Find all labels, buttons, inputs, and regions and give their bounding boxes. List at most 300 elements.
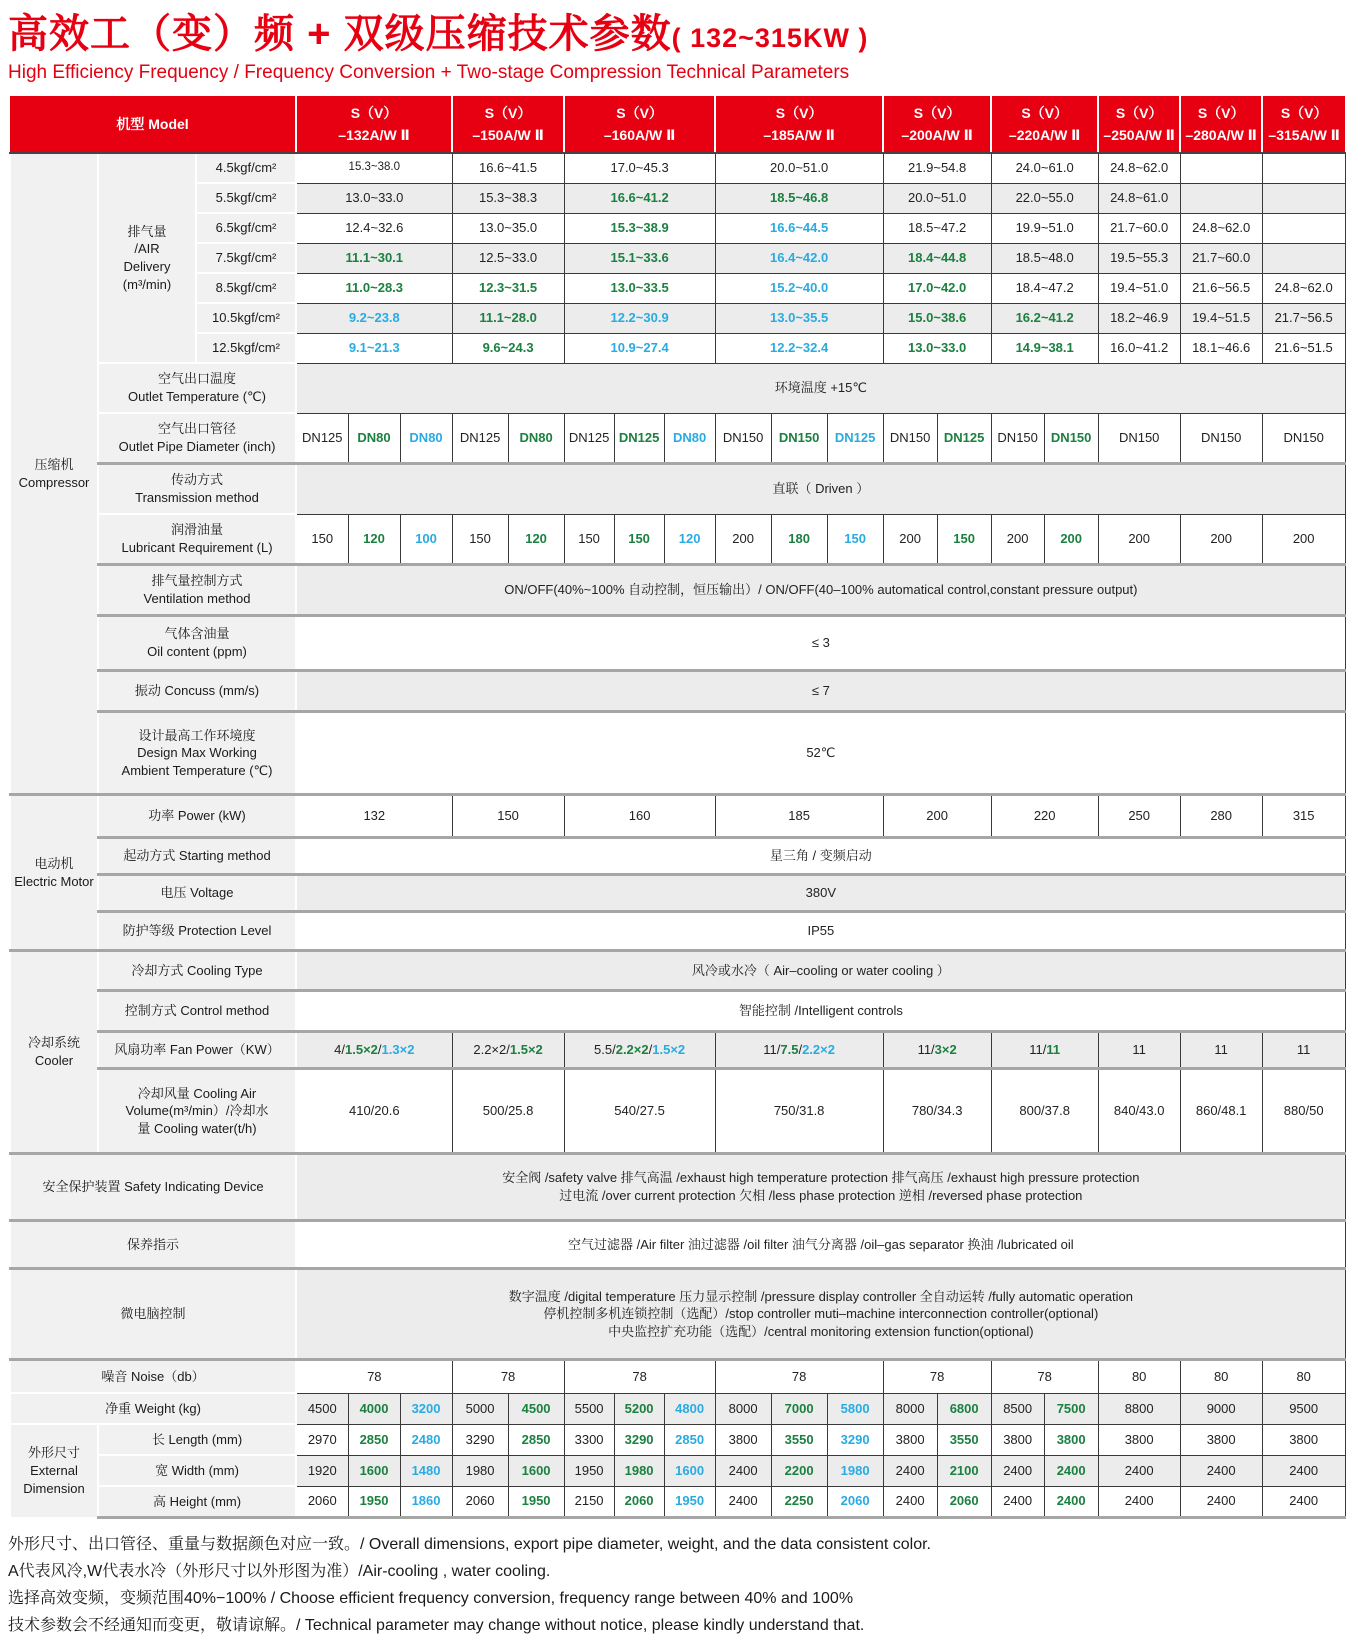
data-cell: 2400	[1262, 1455, 1345, 1486]
row-safety	[10, 1154, 1345, 1221]
note-line: A代表风冷,W代表水冷（外形尺寸以外形图为准）/Air-cooling , water cooling.	[8, 1563, 551, 1580]
row-maintenance	[10, 1221, 1345, 1269]
data-cell: 11.1~28.0	[452, 303, 564, 333]
data-cell: 7500	[1044, 1393, 1098, 1424]
data-cell: 7000	[771, 1393, 827, 1424]
param-label: 宽 Width (mm)	[98, 1455, 296, 1486]
page-title	[8, 12, 1348, 56]
param-label: 净重 Weight (kg)	[10, 1393, 296, 1424]
data-cell: 750/31.8	[715, 1069, 883, 1154]
data-cell: 21.7~56.5	[1262, 303, 1345, 333]
data-cell: 18.5~46.8	[715, 183, 883, 213]
data-cell: 9000	[1180, 1393, 1262, 1424]
data-cell: 80	[1262, 1360, 1345, 1394]
data-cell: 200	[1262, 514, 1345, 565]
data-cell: 1950	[564, 1455, 614, 1486]
data-cell: DN125	[827, 413, 883, 464]
data-cell: 13.0~33.0	[883, 333, 991, 363]
param-label: 空气出口管径 Outlet Pipe Diameter (inch)	[98, 413, 296, 464]
data-cell: DN150	[1262, 413, 1345, 464]
row-air-4.5	[10, 153, 1345, 183]
data-cell: 150	[564, 514, 614, 565]
data-cell: 3800	[1098, 1424, 1180, 1455]
value-cell: 直联（ Driven ）	[296, 464, 1345, 515]
row-air-10.5	[10, 303, 1345, 333]
data-cell: DN150	[771, 413, 827, 464]
data-cell: 4000	[348, 1393, 400, 1424]
data-cell: 185	[715, 795, 883, 838]
data-cell: 150	[827, 514, 883, 565]
data-cell: 280	[1180, 795, 1262, 838]
data-cell: 100	[400, 514, 452, 565]
data-cell: 78	[883, 1360, 991, 1394]
data-cell: 3290	[614, 1424, 664, 1455]
data-cell: 200	[1098, 514, 1180, 565]
data-cell: 4500	[296, 1393, 348, 1424]
data-cell: 15.0~38.6	[883, 303, 991, 333]
data-cell: 5200	[614, 1393, 664, 1424]
data-cell: 1950	[508, 1486, 564, 1518]
data-cell: 9.6~24.3	[452, 333, 564, 363]
data-cell: 16.0~41.2	[1098, 333, 1180, 363]
data-cell: 5500	[564, 1393, 614, 1424]
data-cell: 150	[296, 514, 348, 565]
data-cell: DN150	[883, 413, 937, 464]
data-cell: 132	[296, 795, 452, 838]
data-cell: 11.0~28.3	[296, 273, 452, 303]
data-cell: DN125	[937, 413, 991, 464]
data-cell: 5800	[827, 1393, 883, 1424]
data-cell: 2400	[1044, 1455, 1098, 1486]
data-cell: 220	[991, 795, 1098, 838]
row-voltage	[10, 875, 1345, 912]
data-cell: 13.0~35.5	[715, 303, 883, 333]
data-cell: 2060	[827, 1486, 883, 1518]
row-protection	[10, 912, 1345, 951]
data-cell: 78	[715, 1360, 883, 1394]
value-cell: ON/OFF(40%~100% 自动控制，恒压输出）/ ON/OFF(40–100% automatical control,constant pressure output)	[296, 565, 1345, 616]
data-cell: 1980	[614, 1455, 664, 1486]
pressure-label: 5.5kgf/cm²	[196, 183, 296, 213]
data-cell: 2400	[1098, 1486, 1180, 1518]
data-cell: 3800	[1180, 1424, 1262, 1455]
page-title-cn: 高效工（变）频 + 双级压缩技术参数	[8, 12, 672, 56]
page-header	[0, 8, 1348, 86]
param-label: 噪音 Noise（db）	[10, 1360, 296, 1394]
param-label: 保养指示	[10, 1221, 296, 1269]
model-header-cell: S（V） –220A/W Ⅱ	[991, 96, 1098, 153]
data-cell: 2400	[715, 1455, 771, 1486]
data-cell	[1262, 183, 1345, 213]
model-header-cell: S（V） –250A/W Ⅱ	[1098, 96, 1180, 153]
data-cell: 11.1~30.1	[296, 243, 452, 273]
pressure-label: 8.5kgf/cm²	[196, 273, 296, 303]
data-cell: 3290	[452, 1424, 508, 1455]
row-air-12.5	[10, 333, 1345, 363]
row-noise	[10, 1360, 1345, 1394]
data-cell: 540/27.5	[564, 1069, 715, 1154]
data-cell: 2480	[400, 1424, 452, 1455]
data-cell: DN150	[1098, 413, 1180, 464]
row-outlet-temp	[10, 363, 1345, 413]
data-cell: 21.7~60.0	[1180, 243, 1262, 273]
data-cell: 2.2×2/1.5×2	[452, 1032, 564, 1069]
row-cooling-type	[10, 951, 1345, 991]
data-cell: DN80	[348, 413, 400, 464]
data-cell: 2250	[771, 1486, 827, 1518]
row-oil-content	[10, 616, 1345, 671]
data-cell: 80	[1098, 1360, 1180, 1394]
data-cell: 17.0~45.3	[564, 153, 715, 183]
row-air-7.5	[10, 243, 1345, 273]
value-cell: 安全阀 /safety valve 排气高温 /exhaust high temperature protection 排气高压 /exhaust high pressure protection 过电流 /over current protection 欠相 /less phase protection 逆相 /reversed phase protection	[296, 1154, 1345, 1221]
row-ventilation	[10, 565, 1345, 616]
pressure-label: 6.5kgf/cm²	[196, 213, 296, 243]
data-cell: 11/3×2	[883, 1032, 991, 1069]
data-cell: 9.2~23.8	[296, 303, 452, 333]
data-cell: 11/11	[991, 1032, 1098, 1069]
data-cell: 8800	[1098, 1393, 1180, 1424]
data-cell: 1950	[348, 1486, 400, 1518]
row-air-5.5	[10, 183, 1345, 213]
value-cell: 380V	[296, 875, 1345, 912]
data-cell: 160	[564, 795, 715, 838]
data-cell: 16.6~41.2	[564, 183, 715, 213]
row-power	[10, 795, 1345, 838]
row-length	[10, 1424, 1345, 1455]
data-cell: 15.2~40.0	[715, 273, 883, 303]
data-cell: 5000	[452, 1393, 508, 1424]
data-cell: 3800	[883, 1424, 937, 1455]
data-cell: 8500	[991, 1393, 1044, 1424]
data-cell: 150	[452, 514, 508, 565]
data-cell: 780/34.3	[883, 1069, 991, 1154]
data-cell: 1980	[827, 1455, 883, 1486]
group-label: 冷却系统 Cooler	[10, 951, 98, 1154]
value-cell: 52℃	[296, 712, 1345, 795]
data-cell	[1262, 243, 1345, 273]
data-cell: 200	[1044, 514, 1098, 565]
data-cell: 2400	[1180, 1455, 1262, 1486]
data-cell: 3800	[991, 1424, 1044, 1455]
row-control-method	[10, 991, 1345, 1032]
group-label: 压缩机 Compressor	[10, 153, 98, 795]
data-cell: DN125	[296, 413, 348, 464]
data-cell: 840/43.0	[1098, 1069, 1180, 1154]
pressure-label: 4.5kgf/cm²	[196, 153, 296, 183]
data-cell	[1262, 153, 1345, 183]
pressure-label: 10.5kgf/cm²	[196, 303, 296, 333]
row-microcomputer	[10, 1269, 1345, 1360]
data-cell: 20.0~51.0	[883, 183, 991, 213]
note-line: 外形尺寸、出口管径、重量与数据颜色对应一致。/ Overall dimensions, export pipe diameter, weight, and the data consistent color.	[8, 1536, 931, 1553]
data-cell: 24.0~61.0	[991, 153, 1098, 183]
row-weight	[10, 1393, 1345, 1424]
model-header-row	[10, 96, 1345, 153]
param-label: 电压 Voltage	[98, 875, 296, 912]
data-cell: 200	[883, 795, 991, 838]
data-cell: 2400	[1098, 1455, 1180, 1486]
data-cell: 80	[1180, 1360, 1262, 1394]
value-cell: 智能控制 /Intelligent controls	[296, 991, 1345, 1032]
data-cell: 3800	[1044, 1424, 1098, 1455]
data-cell: 78	[452, 1360, 564, 1394]
data-cell: 24.8~62.0	[1098, 153, 1180, 183]
data-cell: DN125	[614, 413, 664, 464]
param-label: 振动 Concuss (mm/s)	[98, 671, 296, 712]
data-cell: 200	[991, 514, 1044, 565]
data-cell: 250	[1098, 795, 1180, 838]
data-cell: 9.1~21.3	[296, 333, 452, 363]
data-cell: 2150	[564, 1486, 614, 1518]
data-cell	[1262, 213, 1345, 243]
data-cell: 3200	[400, 1393, 452, 1424]
data-cell: DN80	[664, 413, 715, 464]
data-cell: 120	[348, 514, 400, 565]
data-cell: 21.9~54.8	[883, 153, 991, 183]
data-cell: 2970	[296, 1424, 348, 1455]
data-cell	[1180, 153, 1262, 183]
row-air-6.5	[10, 213, 1345, 243]
data-cell: 12.4~32.6	[296, 213, 452, 243]
data-cell: 10.9~27.4	[564, 333, 715, 363]
param-label: 冷却风量 Cooling Air Volume(m³/min）/冷却水 量 Cooling water(t/h)	[98, 1069, 296, 1154]
row-lubricant	[10, 514, 1345, 565]
model-header-label: 机型 Model	[10, 96, 296, 153]
data-cell: 2400	[991, 1455, 1044, 1486]
param-label: 高 Height (mm)	[98, 1486, 296, 1518]
data-cell	[1180, 183, 1262, 213]
param-label: 微电脑控制	[10, 1269, 296, 1360]
data-cell: 13.0~35.0	[452, 213, 564, 243]
data-cell: 16.4~42.0	[715, 243, 883, 273]
row-starting	[10, 838, 1345, 875]
data-cell: 4800	[664, 1393, 715, 1424]
data-cell: 9500	[1262, 1393, 1345, 1424]
data-cell: DN150	[1180, 413, 1262, 464]
data-cell: 13.0~33.5	[564, 273, 715, 303]
param-label: 气体含油量 Oil content (ppm)	[98, 616, 296, 671]
value-cell: 空气过滤器 /Air filter 油过滤器 /oil filter 油气分离器 /oil–gas separator 换油 /lubricated oil	[296, 1221, 1345, 1269]
data-cell: 18.4~44.8	[883, 243, 991, 273]
data-cell: 21.7~60.0	[1098, 213, 1180, 243]
data-cell: 1480	[400, 1455, 452, 1486]
data-cell: 3800	[1262, 1424, 1345, 1455]
data-cell: 150	[614, 514, 664, 565]
air-delivery-label: 排气量 /AIR Delivery (m³/min)	[98, 153, 196, 363]
data-cell: 12.3~31.5	[452, 273, 564, 303]
data-cell: 18.4~47.2	[991, 273, 1098, 303]
data-cell: 1600	[508, 1455, 564, 1486]
group-label: 电动机 Electric Motor	[10, 795, 98, 951]
param-label: 冷却方式 Cooling Type	[98, 951, 296, 991]
data-cell: 14.9~38.1	[991, 333, 1098, 363]
row-pipe-diameter	[10, 413, 1345, 464]
data-cell: DN80	[400, 413, 452, 464]
data-cell: 200	[715, 514, 771, 565]
data-cell: 3550	[771, 1424, 827, 1455]
data-cell: 2400	[991, 1486, 1044, 1518]
data-cell: 2400	[715, 1486, 771, 1518]
value-cell: IP55	[296, 912, 1345, 951]
data-cell: 16.2~41.2	[991, 303, 1098, 333]
value-cell: ≤ 7	[296, 671, 1345, 712]
data-cell: 78	[296, 1360, 452, 1394]
parameters-table	[9, 96, 1346, 1519]
data-cell: 2400	[1044, 1486, 1098, 1518]
data-cell: 78	[991, 1360, 1098, 1394]
data-cell: 19.4~51.5	[1180, 303, 1262, 333]
data-cell: 16.6~41.5	[452, 153, 564, 183]
data-cell: 18.1~46.6	[1180, 333, 1262, 363]
data-cell: 15.3~38.3	[452, 183, 564, 213]
value-cell: 风冷或水冷（ Air–cooling or water cooling ）	[296, 951, 1345, 991]
data-cell: 11	[1180, 1032, 1262, 1069]
row-transmission	[10, 464, 1345, 515]
row-height	[10, 1486, 1345, 1518]
data-cell: 24.8~62.0	[1262, 273, 1345, 303]
value-cell: 星三角 / 变频启动	[296, 838, 1345, 875]
data-cell: 6800	[937, 1393, 991, 1424]
data-cell: 15.3~38.0	[296, 153, 452, 183]
note-line: 技术参数会不经通知而变更，敬请谅解。/ Technical parameter may change without notice, please kindly understand that.	[8, 1617, 865, 1634]
table-body	[10, 96, 1345, 1518]
data-cell: 2850	[508, 1424, 564, 1455]
param-label: 排气量控制方式 Ventilation method	[98, 565, 296, 616]
data-cell: 20.0~51.0	[715, 153, 883, 183]
data-cell: 800/37.8	[991, 1069, 1098, 1154]
data-cell: 19.4~51.0	[1098, 273, 1180, 303]
data-cell: 2850	[348, 1424, 400, 1455]
data-cell: 21.6~51.5	[1262, 333, 1345, 363]
data-cell: 2400	[1262, 1486, 1345, 1518]
param-label: 防护等级 Protection Level	[98, 912, 296, 951]
data-cell: 5.5/2.2×2/1.5×2	[564, 1032, 715, 1069]
group-label: 外形尺寸 External Dimension	[10, 1424, 98, 1518]
data-cell: 410/20.6	[296, 1069, 452, 1154]
param-label: 功率 Power (kW)	[98, 795, 296, 838]
data-cell: 3800	[715, 1424, 771, 1455]
model-header-cell: S（V） –132A/W Ⅱ	[296, 96, 452, 153]
data-cell: 880/50	[1262, 1069, 1345, 1154]
data-cell: 2060	[937, 1486, 991, 1518]
row-width	[10, 1455, 1345, 1486]
row-air-8.5	[10, 273, 1345, 303]
data-cell: 17.0~42.0	[883, 273, 991, 303]
data-cell: 1860	[400, 1486, 452, 1518]
data-cell: 120	[508, 514, 564, 565]
data-cell: 11/7.5/2.2×2	[715, 1032, 883, 1069]
data-cell: 15.3~38.9	[564, 213, 715, 243]
data-cell: 2400	[883, 1486, 937, 1518]
note-line: 选择高效变频，变频范围40%−100% / Choose efficient frequency conversion, frequency range between 40% and 100%	[8, 1590, 854, 1607]
data-cell: 13.0~33.0	[296, 183, 452, 213]
data-cell: 860/48.1	[1180, 1069, 1262, 1154]
data-cell: DN80	[508, 413, 564, 464]
page-title-range: ( 132~315KW )	[671, 23, 869, 53]
data-cell: 19.9~51.0	[991, 213, 1098, 243]
data-cell: 24.8~61.0	[1098, 183, 1180, 213]
data-cell: 3550	[937, 1424, 991, 1455]
model-header-cell: S（V） –160A/W Ⅱ	[564, 96, 715, 153]
data-cell: 315	[1262, 795, 1345, 838]
data-cell: 1600	[664, 1455, 715, 1486]
pressure-label: 7.5kgf/cm²	[196, 243, 296, 273]
param-label: 起动方式 Starting method	[98, 838, 296, 875]
data-cell: DN150	[1044, 413, 1098, 464]
data-cell: 8000	[715, 1393, 771, 1424]
data-cell: 1980	[452, 1455, 508, 1486]
data-cell: DN125	[564, 413, 614, 464]
data-cell: 2060	[452, 1486, 508, 1518]
data-cell: 2200	[771, 1455, 827, 1486]
data-cell: 24.8~62.0	[1180, 213, 1262, 243]
param-label: 长 Length (mm)	[98, 1424, 296, 1455]
data-cell: DN125	[452, 413, 508, 464]
value-cell: 数字温度 /digital temperature 压力显示控制 /pressure display controller 全自动运转 /fully automatic operation 停机控制多机连锁控制（选配）/stop controller muti–machine interconnection controller(optional) 中央监控扩充功能（选配）/central monitoring extension function(optional)	[296, 1269, 1345, 1360]
data-cell: 22.0~55.0	[991, 183, 1098, 213]
param-label: 传动方式 Transmission method	[98, 464, 296, 515]
data-cell: 200	[1180, 514, 1262, 565]
row-cooling-volume	[10, 1069, 1345, 1154]
data-cell: 12.2~30.9	[564, 303, 715, 333]
value-cell: ≤ 3	[296, 616, 1345, 671]
data-cell: 150	[937, 514, 991, 565]
data-cell: 18.2~46.9	[1098, 303, 1180, 333]
model-header-cell: S（V） –200A/W Ⅱ	[883, 96, 991, 153]
model-header-cell: S（V） –280A/W Ⅱ	[1180, 96, 1262, 153]
model-header-cell: S（V） –150A/W Ⅱ	[452, 96, 564, 153]
data-cell: 2060	[614, 1486, 664, 1518]
data-cell: 12.5~33.0	[452, 243, 564, 273]
data-cell: 180	[771, 514, 827, 565]
data-cell: 1600	[348, 1455, 400, 1486]
param-label: 风扇功率 Fan Power（KW）	[98, 1032, 296, 1069]
data-cell: 8000	[883, 1393, 937, 1424]
param-label: 空气出口温度 Outlet Temperature (℃)	[98, 363, 296, 413]
data-cell: 21.6~56.5	[1180, 273, 1262, 303]
param-label: 安全保护装置 Safety Indicating Device	[10, 1154, 296, 1221]
model-header-cell: S（V） –315A/W Ⅱ	[1262, 96, 1345, 153]
data-cell: 11	[1098, 1032, 1180, 1069]
row-concuss	[10, 671, 1345, 712]
data-cell: 2400	[883, 1455, 937, 1486]
row-fan-power	[10, 1032, 1345, 1069]
data-cell: 500/25.8	[452, 1069, 564, 1154]
data-cell: DN150	[715, 413, 771, 464]
data-cell: 4500	[508, 1393, 564, 1424]
data-cell: 2100	[937, 1455, 991, 1486]
value-cell: 环境温度 +15℃	[296, 363, 1345, 413]
data-cell: 16.6~44.5	[715, 213, 883, 243]
data-cell: 200	[883, 514, 937, 565]
data-cell: 4/1.5×2/1.3×2	[296, 1032, 452, 1069]
data-cell: 1920	[296, 1455, 348, 1486]
page-subtitle: High Efficiency Frequency / Frequency Conversion + Two-stage Compression Technical Parameters	[8, 62, 850, 83]
data-cell: 15.1~33.6	[564, 243, 715, 273]
footnotes	[8, 1531, 1348, 1639]
data-cell: 2850	[664, 1424, 715, 1455]
param-label: 设计最高工作环境度 Design Max Working Ambient Temperature (℃)	[98, 712, 296, 795]
data-cell: 3290	[827, 1424, 883, 1455]
data-cell: 12.2~32.4	[715, 333, 883, 363]
param-label: 控制方式 Control method	[98, 991, 296, 1032]
data-cell: DN150	[991, 413, 1044, 464]
pressure-label: 12.5kgf/cm²	[196, 333, 296, 363]
data-cell: 18.5~47.2	[883, 213, 991, 243]
model-header-cell: S（V） –185A/W Ⅱ	[715, 96, 883, 153]
data-cell: 1950	[664, 1486, 715, 1518]
